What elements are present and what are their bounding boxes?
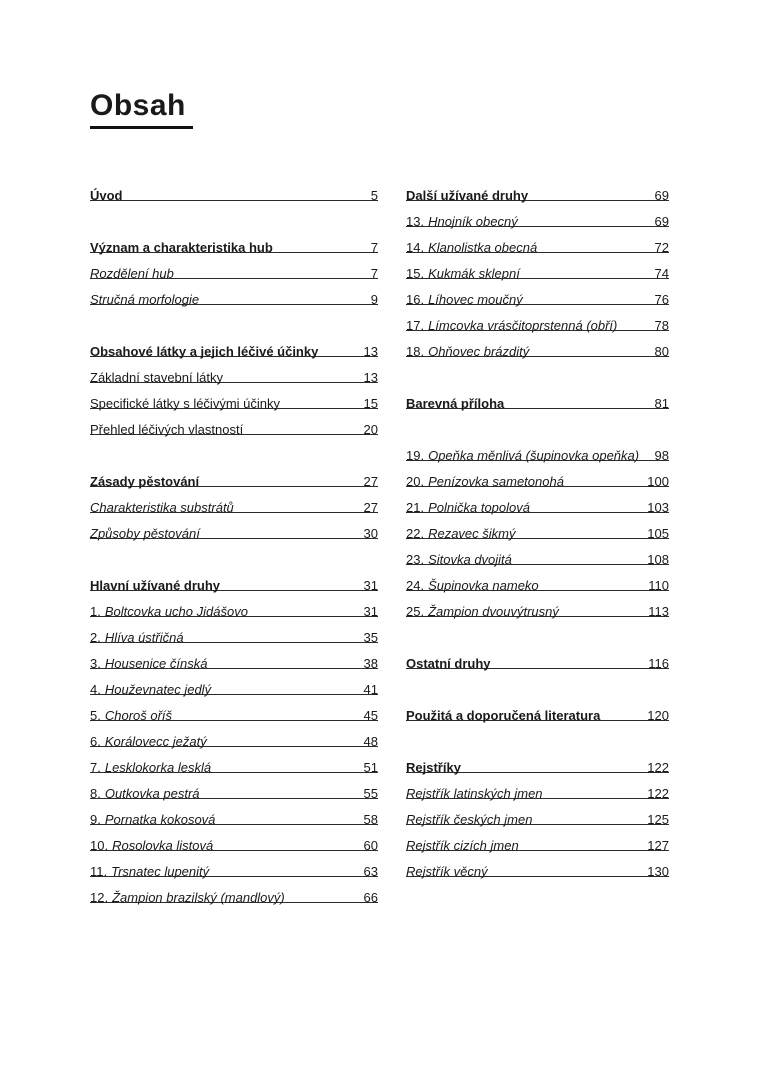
toc-entry [406,331,669,360]
toc-entry-page: 63 [363,864,378,880]
toc-entry-label [406,553,512,567]
toc-entry-number: 4. [90,682,101,698]
toc-entry-name: Úvod [90,188,123,204]
toc-entry-page: 38 [363,656,378,672]
toc-entry-page: 80 [654,344,669,360]
toc-entry [406,513,669,542]
toc-entry [90,825,378,854]
toc-entry-name: Rejstříky [406,760,461,776]
toc-entry-name: Hlíva ústřičná [104,630,184,646]
toc-entry-page: 5 [370,188,378,204]
toc-entry-page: 15 [363,396,378,412]
toc-entry-page: 110 [648,578,669,594]
toc-entry-page: 13 [363,370,378,386]
toc-entry-number: 16. [406,292,425,308]
toc-entry-label [406,787,543,801]
toc-entry-label [406,579,539,593]
toc-entry-label [90,293,199,307]
toc-entry-number: 19. [406,448,425,464]
toc-entry-label [90,891,285,905]
toc-entry [406,175,669,204]
toc-entry-page: 108 [647,552,669,568]
toc-entry-page: 72 [654,240,669,256]
toc-entry-page: 20 [363,422,378,438]
toc-entry-name: Přehled léčivých vlastností [90,422,244,438]
toc-entry-name: Ostatní druhy [406,656,491,672]
toc-entry-number: 11. [90,864,108,880]
toc-entry-name: Outkovka pestrá [104,786,200,802]
toc-entry [90,695,378,724]
toc-spacer [90,539,378,565]
toc-entry-number: 8. [90,786,101,802]
toc-entry-number: 21. [406,500,425,516]
toc-entry-label [90,423,243,437]
toc-entry [90,409,378,438]
toc-entry-label [406,267,520,281]
toc-entry-label [90,657,207,671]
toc-entry-label [406,319,617,333]
toc-entry-name: Další užívané druhy [406,188,529,204]
toc-entry [406,305,669,334]
toc-entry-label [406,605,559,619]
toc-entry-number: 14. [406,240,425,256]
toc-entry-number: 24. [406,578,425,594]
toc-entry-label [90,865,209,879]
toc-entry-page: 45 [363,708,378,724]
toc-entry-label [90,605,248,619]
toc-entry-name: Použitá a doporučená literatura [406,708,601,724]
toc-entry-label [90,527,200,541]
toc-entry-name: Rosolovka listová [112,838,214,854]
toc-entry [406,227,669,256]
toc-spacer [406,669,669,695]
toc-entry [406,565,669,594]
toc-entry-name: Zásady pěstování [90,474,200,490]
toc-entry-name: Stručná morfologie [90,292,200,308]
toc-entry-number: 7. [90,760,101,776]
toc-entry-name: Pornatka kokosová [104,812,216,828]
toc-entry-page: 69 [654,214,669,230]
toc-entry-name: Korálovecc ježatý [104,734,207,750]
toc-entry-name: Rejstřík věcný [406,864,488,880]
toc-entry-name: Způsoby pěstování [90,526,200,542]
toc-entry-label [90,371,223,385]
toc-entry-page: 125 [647,812,669,828]
toc-entry [406,435,669,464]
toc-entry-label [406,345,529,359]
toc-entry-page: 31 [363,604,378,620]
toc-entry-label [90,579,220,593]
toc-entry-name: Housenice čínská [104,656,208,672]
toc-entry-name: Houževnatec jedlý [104,682,212,698]
toc-spacer [90,201,378,227]
toc-entry-page: 35 [363,630,378,646]
toc-entry-label [406,761,461,775]
toc-entry-page: 69 [654,188,669,204]
toc-entry [90,799,378,828]
toc-entry-label [406,527,516,541]
toc-entry [90,851,378,880]
toc-entry-name: Žampion dvouvýtrusný [428,604,559,620]
toc-entry-page: 127 [647,838,669,854]
toc-entry-name: Polnička topolová [428,500,530,516]
toc-entry [406,799,669,828]
toc-entry-label [90,813,215,827]
toc-entry-label [406,241,537,255]
toc-entry-label [406,397,504,411]
toc-entry-name: Límcovka vrásčitoprstenná (obří) [428,318,618,334]
toc-entry-page: 113 [648,604,669,620]
toc-entry-name: Boltcovka ucho Jidášovo [104,604,248,620]
toc-entry-number: 6. [90,734,101,750]
toc-entry-name: Rejstřík českých jmen [406,812,533,828]
toc-entry-label [406,501,530,515]
toc-entry [406,487,669,516]
toc-entry-page: 105 [647,526,669,542]
toc-entry [90,383,378,412]
toc-entry [406,825,669,854]
toc-entry-page: 55 [363,786,378,802]
toc-spacer [406,409,669,435]
toc-entry-label [90,735,207,749]
toc-entry-page: 120 [647,708,669,724]
toc-entry-name: Barevná příloha [406,396,505,412]
toc-entry-name: Sitovka dvojitá [428,552,512,568]
toc-entry-number: 9. [90,812,101,828]
toc-entry-name: Lesklokorka lesklá [104,760,212,776]
toc-spacer [406,357,669,383]
toc-entry-label [90,345,318,359]
toc-entry-page: 78 [654,318,669,334]
toc-entry-label [90,241,273,255]
toc-entry-name: Hlavní užívané druhy [90,578,221,594]
toc-entry-name: Žampion brazilský (mandlový) [112,890,285,906]
toc-entry-page: 27 [363,474,378,490]
toc-entry-label [406,475,564,489]
toc-entry-label [90,475,199,489]
toc-entry [406,851,669,880]
toc-entry-name: Líhovec moučný [428,292,523,308]
toc-entry [90,617,378,646]
toc-entry-label [406,813,532,827]
toc-entry [406,695,669,724]
toc-entry-label [406,293,523,307]
toc-entry-page: 30 [363,526,378,542]
toc-entry-label [406,215,518,229]
toc-column-right [406,175,669,880]
toc-entry [406,279,669,308]
toc-entry-number: 15. [406,266,425,282]
toc-entry-number: 20. [406,474,425,490]
toc-spacer [406,617,669,643]
toc-entry-number: 13. [406,214,425,230]
toc-entry [90,773,378,802]
toc-entry-page: 31 [363,578,378,594]
toc-entry-number: 5. [90,708,101,724]
toc-entry-page: 51 [363,760,378,776]
toc-entry-name: Šupinovka nameko [428,578,539,594]
toc-entry-page: 122 [647,760,669,776]
toc-entry [90,227,378,256]
toc-entry [406,747,669,776]
toc-entry-name: Charakteristika substrátů [90,500,234,516]
toc-entry [406,461,669,490]
toc-entry [406,201,669,230]
toc-entry [90,513,378,542]
toc-entry-number: 23. [406,552,425,568]
toc-entry-page: 7 [370,240,378,256]
toc-entry-name: Obsahové látky a jejich léčivé účinky [90,344,319,360]
toc-entry-number: 17. [406,318,425,334]
toc-entry-page: 100 [647,474,669,490]
toc-entry-name: Rezavec šikmý [428,526,516,542]
toc-entry-number: 22. [406,526,425,542]
toc-entry-page: 66 [363,890,378,906]
toc-entry-label [90,397,280,411]
toc-entry [90,747,378,776]
toc-entry-page: 116 [648,656,669,672]
toc-entry-page: 98 [654,448,669,464]
toc-entry-name: Opeňka měnlivá (šupinovka opeňka) [428,448,640,464]
toc-entry-name: Penízovka sametonohá [428,474,564,490]
toc-entry-page: 58 [363,812,378,828]
toc-entry-number: 3. [90,656,101,672]
toc-entry-number: 12. [90,890,109,906]
toc-entry-page: 27 [363,500,378,516]
toc-entry [90,279,378,308]
toc-entry [90,565,378,594]
toc-entry-page: 122 [647,786,669,802]
toc-entry [90,253,378,282]
toc-entry-page: 76 [654,292,669,308]
toc-entry-page: 103 [647,500,669,516]
toc-spacer [90,435,378,461]
toc-entry-name: Ohňovec brázditý [428,344,530,360]
toc-entry-page: 74 [654,266,669,282]
toc-entry-page: 60 [363,838,378,854]
toc-entry-label [90,839,213,853]
toc-entry-label [90,709,172,723]
toc-entry-label [406,709,600,723]
toc-entry-number: 18. [406,344,425,360]
toc-entry [406,383,669,412]
toc-entry-name: Kukmák sklepní [428,266,520,282]
toc-entry-label [406,839,519,853]
toc-entry-name: Trsnatec lupenitý [111,864,210,880]
toc-entry-page: 81 [654,396,669,412]
toc-entry [406,539,669,568]
toc-entry-number: 1. [90,604,101,620]
toc-column-left [90,175,378,906]
toc-entry-name: Specifické látky s léčivými účinky [90,396,280,412]
toc-entry-page: 41 [363,682,378,698]
toc-entry [90,487,378,516]
toc-entry-label [90,189,123,203]
toc-entry [406,773,669,802]
toc-entry-label [90,683,211,697]
toc-entry [406,591,669,620]
toc-entry [90,591,378,620]
toc-entry [90,643,378,672]
toc-entry-label [90,631,184,645]
toc-entry-label [90,267,174,281]
toc-entry-name: Choroš oříš [104,708,173,724]
toc-entry-page: 13 [363,344,378,360]
toc-entry-page: 130 [647,864,669,880]
toc-entry-label [90,501,234,515]
page-title: Obsah [90,91,193,129]
toc-entry-number: 10. [90,838,109,854]
toc-spacer [90,305,378,331]
toc-spacer [406,721,669,747]
toc-entry [90,669,378,698]
toc-entry-label [90,761,211,775]
toc-entry [90,357,378,386]
toc-entry [90,721,378,750]
toc-entry-name: Rejstřík cizích jmen [406,838,519,854]
toc-entry [90,461,378,490]
toc-entry-name: Význam a charakteristika hub [90,240,273,256]
toc-entry-page: 48 [363,734,378,750]
toc-entry-label [406,189,528,203]
toc-entry [90,877,378,906]
toc-entry-number: 25. [406,604,425,620]
toc-entry-name: Hnojník obecný [428,214,518,230]
toc-entry-name: Základní stavební látky [90,370,223,386]
toc-entry-number: 2. [90,630,101,646]
toc-entry-label [406,449,639,463]
toc-entry [406,643,669,672]
toc-entry-name: Rejstřík latinských jmen [406,786,543,802]
toc-entry-page: 7 [370,266,378,282]
toc-entry-label [406,865,488,879]
toc-entry-name: Rozdělení hub [90,266,174,282]
toc-entry-label [406,657,491,671]
toc-entry [90,331,378,360]
toc-entry-page: 9 [370,292,378,308]
toc-entry [406,253,669,282]
toc-entry [90,175,378,204]
toc-entry-name: Klanolistka obecná [428,240,538,256]
toc-entry-label [90,787,200,801]
